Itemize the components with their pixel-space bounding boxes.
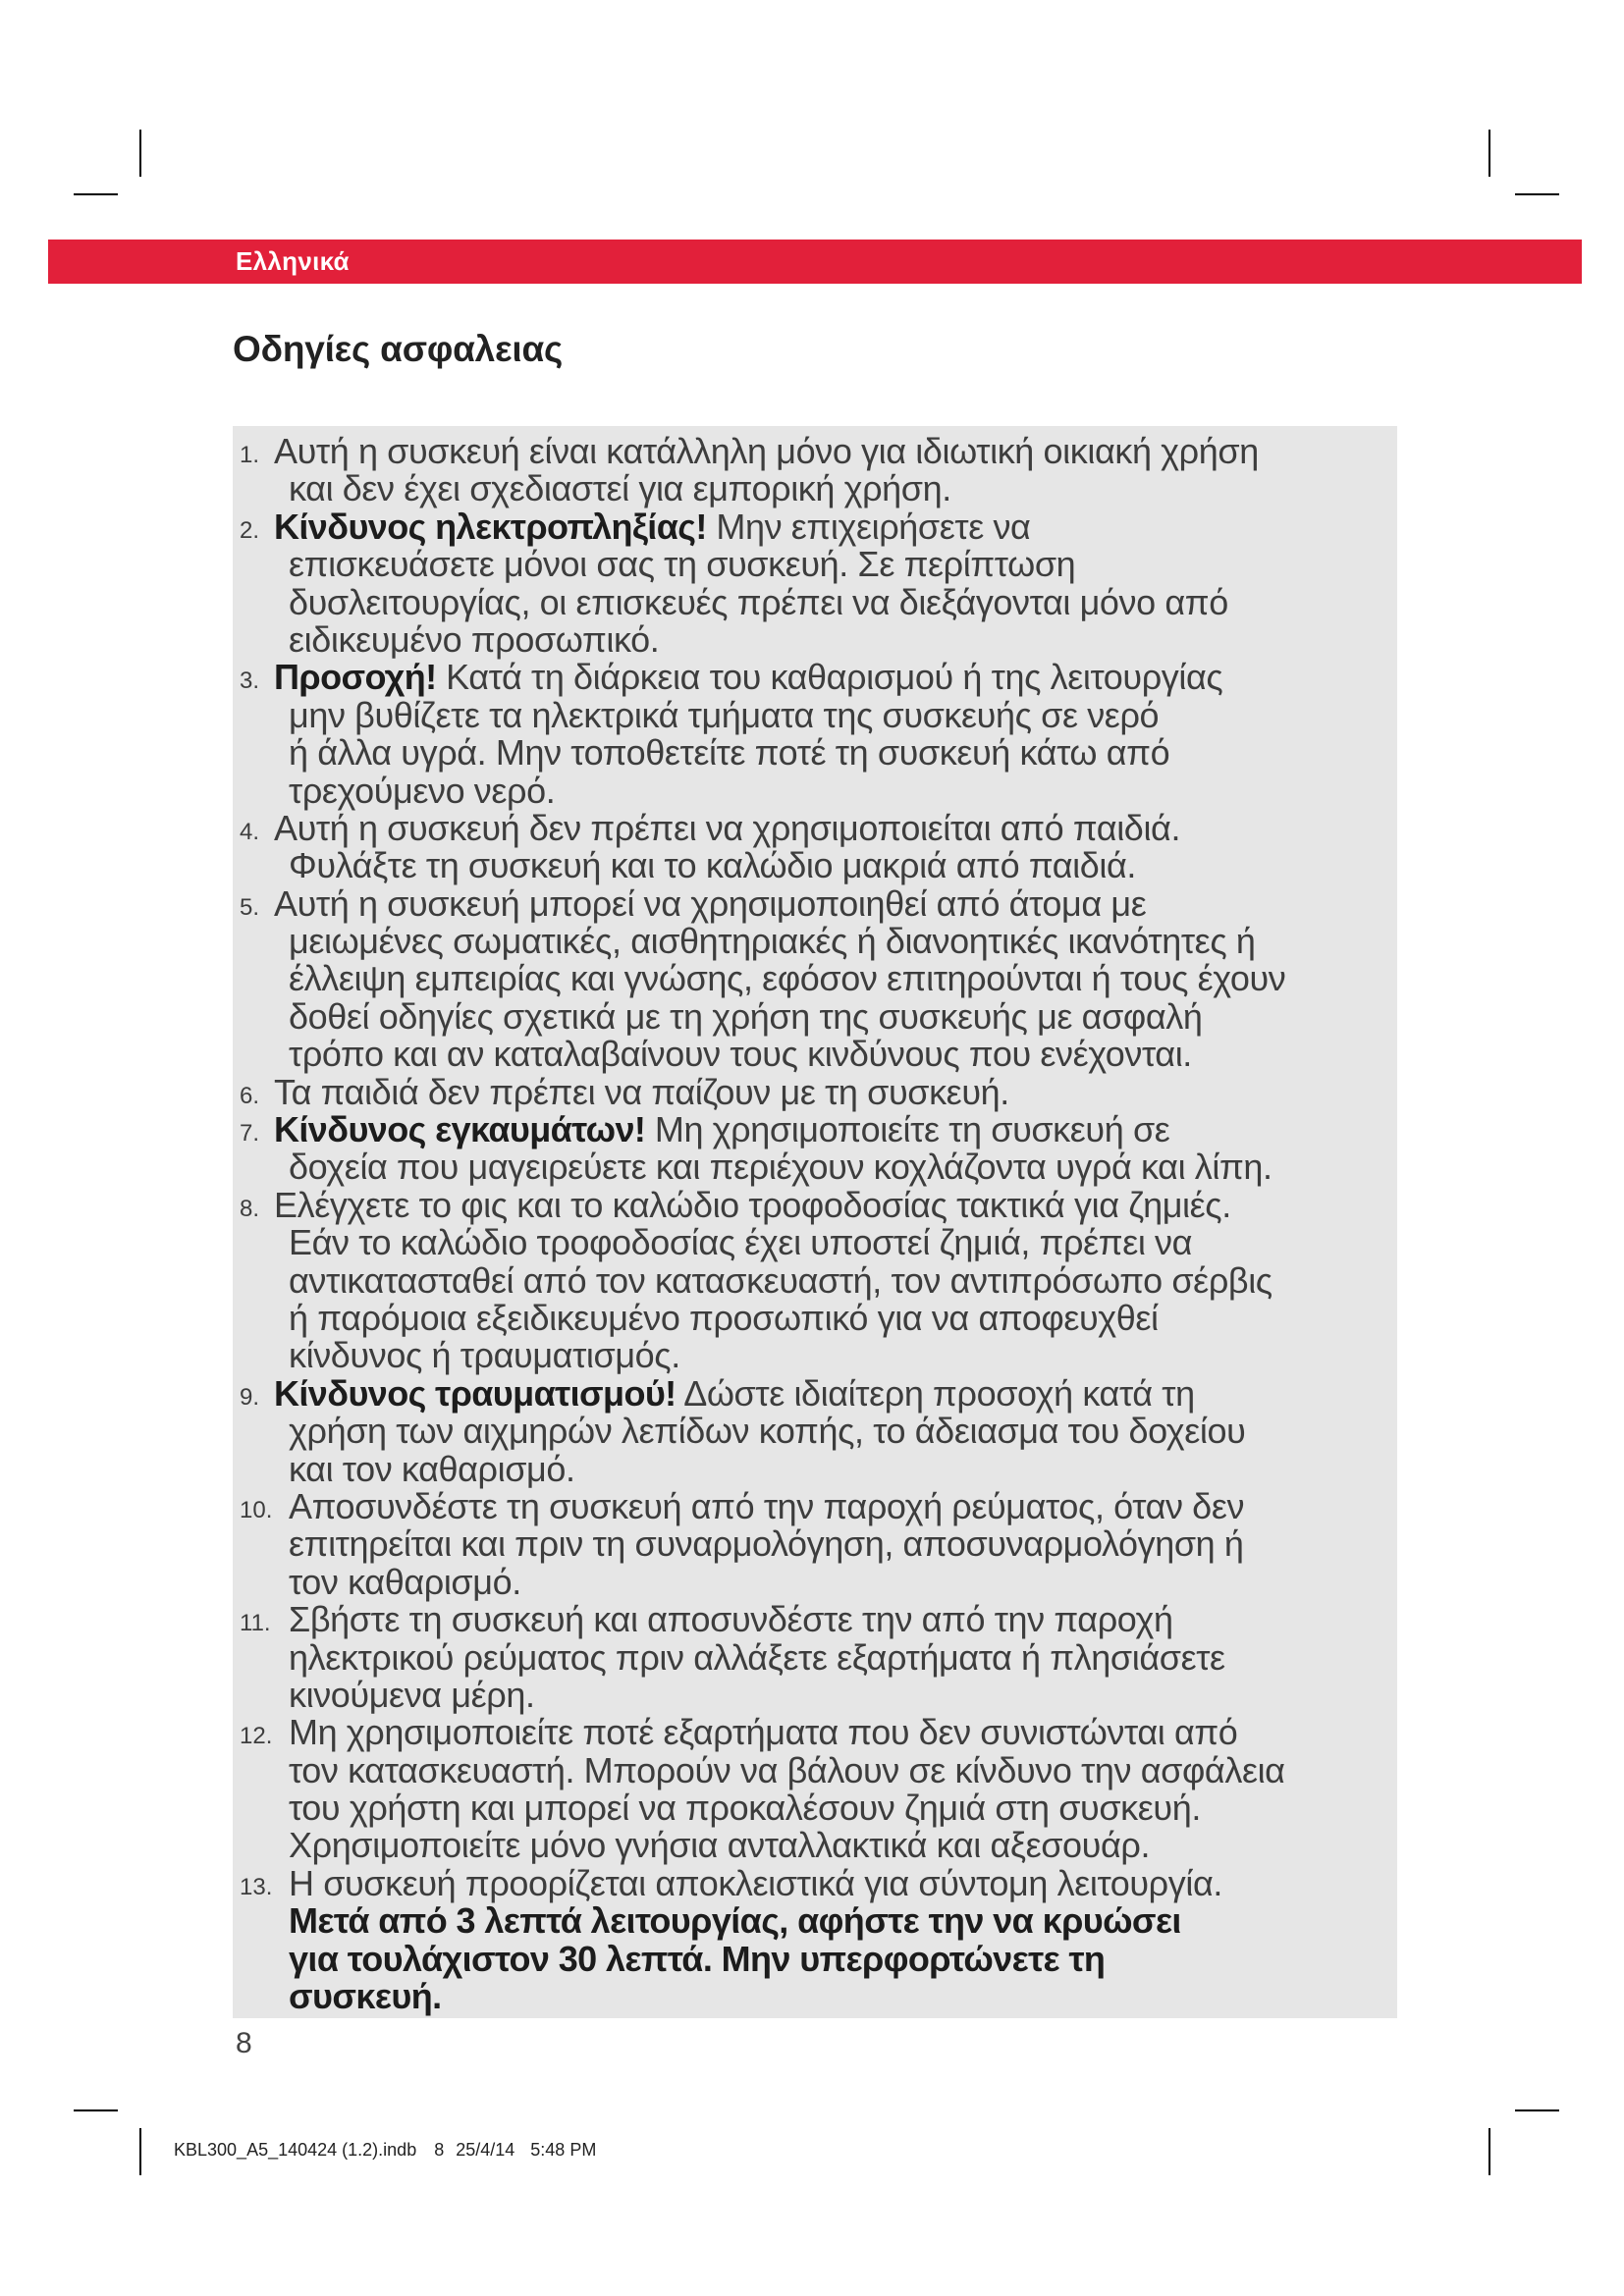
list-item	[233, 1111, 1397, 1187]
item-number: 9.	[240, 1383, 260, 1411]
list-line	[233, 1337, 1397, 1374]
list-item	[233, 433, 1397, 508]
line-text: Μη χρησιμοποιείτε τη συσκευή σε	[645, 1109, 1170, 1150]
list-line	[233, 1862, 1397, 1903]
line-text: Αυτή η συσκευή είναι κατάλληλη μόνο για ιδιωτική οικιακή χρήση	[274, 431, 1259, 471]
list-line	[233, 770, 1397, 811]
line-text: Σβήστε τη συσκευή και αποσυνδέστε την από την παροχή	[289, 1599, 1173, 1640]
crop-mark-top-left-vertical	[139, 130, 141, 177]
crop-mark-bottom-right-horizontal	[1515, 2109, 1559, 2111]
line-text: κίνδυνος ή τραυματισμός.	[289, 1335, 680, 1376]
line-text: επιτηρείται και πριν τη συναρμολόγηση, αποσυναρμολόγηση ή	[289, 1523, 1244, 1565]
slug-date: 25/4/14	[456, 2140, 515, 2160]
list-item	[233, 1372, 1397, 1489]
crop-mark-top-left-horizontal	[74, 193, 118, 195]
line-text: μην βυθίζετε τα ηλεκτρικά τμήματα της συσκευής σε νερό	[289, 694, 1160, 735]
bold-warning-text: Κίνδυνος εγκαυμάτων!	[274, 1109, 646, 1150]
line-text: Ελέγχετε το φις και το καλώδιο τροφοδοσίας τακτικά για ζημιές.	[274, 1184, 1231, 1225]
bold-warning-text: Κίνδυνος ηλεκτροπληξίας!	[274, 506, 707, 547]
list-line	[233, 847, 1397, 884]
line-text: δοχεία που μαγειρεύετε και περιέχουν κοχλάζοντα υγρά και λίπη.	[289, 1147, 1272, 1188]
line-text: Χρησιμοποιείτε μόνο γνήσια ανταλλακτικά και αξεσουάρ.	[289, 1825, 1151, 1866]
list-item	[233, 1862, 1397, 2017]
list-line	[233, 694, 1397, 735]
line-text: Μη χρησιμοποιείτε ποτέ εξαρτήματα που δεν συνιστώνται από	[289, 1712, 1238, 1753]
list-line	[233, 1525, 1397, 1563]
bold-warning-text: Προσοχή!	[274, 657, 437, 698]
list-item	[233, 508, 1397, 660]
line-text: μειωμένες σωματικές, αισθητηριακές ή διανοητικές ικανότητες ή	[289, 921, 1256, 962]
line-text: Αυτή η συσκευή δεν πρέπει να χρησιμοποιείται από παιδιά.	[274, 807, 1181, 848]
list-line	[233, 508, 1397, 546]
list-line	[233, 618, 1397, 660]
list-line	[233, 1297, 1397, 1338]
list-line	[233, 960, 1397, 997]
line-text: Αποσυνδέστε τη συσκευή από την παροχή ρεύματος, όταν δεν	[289, 1485, 1245, 1526]
line-text: ή άλλα υγρά. Μην τοποθετείτε ποτέ τη συσκευή κάτω από	[289, 732, 1170, 774]
item-number: 13.	[240, 1873, 273, 1900]
list-line	[233, 1448, 1397, 1489]
list-line	[233, 1674, 1397, 1715]
list-line	[233, 581, 1397, 622]
page-number: 8	[236, 2027, 252, 2059]
list-line	[233, 807, 1397, 848]
item-number: 3.	[240, 667, 260, 695]
line-text: Η συσκευή προορίζεται αποκλειστικά για σύντομη λειτουργία.	[289, 1862, 1222, 1903]
line-text: δοθεί οδηγίες σχετικά με τη χρήση της συσκευής με ασφαλή	[289, 995, 1203, 1037]
list-line	[233, 1413, 1397, 1450]
list-line	[233, 1259, 1397, 1301]
line-text: Μην επιχειρήσετε να	[706, 506, 1031, 547]
list-line	[233, 1714, 1397, 1751]
item-number: 8.	[240, 1195, 260, 1222]
list-line	[233, 1184, 1397, 1225]
line-text: τον κατασκευαστή. Μπορούν να βάλουν σε κίνδυνο την ασφάλεια	[289, 1749, 1285, 1790]
line-text: επισκευάσετε μόνοι σας τη συσκευή. Σε περίπτωση	[289, 544, 1076, 585]
line-text: δυσλειτουργίας, οι επισκευές πρέπει να διεξάγονται μόνο από	[289, 581, 1228, 622]
slug-page: 8	[434, 2140, 445, 2160]
language-label: Ελληνικά	[236, 246, 350, 276]
print-slug	[174, 2139, 596, 2161]
line-text: Αυτή η συσκευή μπορεί να χρησιμοποιηθεί από άτομα με	[274, 882, 1147, 924]
item-number: 5.	[240, 893, 260, 921]
crop-mark-bottom-left-horizontal	[74, 2109, 118, 2111]
list-item	[233, 1184, 1397, 1376]
crop-mark-top-right-horizontal	[1515, 193, 1559, 195]
page-title: Οδηγίες ασφαλειας	[233, 329, 564, 369]
list-line	[233, 1561, 1397, 1602]
list-item	[233, 807, 1397, 886]
line-text: χρήση των αιχμηρών λεπίδων κοπής, το άδειασμα του δοχείου	[289, 1411, 1246, 1452]
list-line	[233, 1789, 1397, 1827]
list-line	[233, 1902, 1397, 1940]
line-text: τρεχούμενο νερό.	[289, 770, 556, 811]
list-item	[233, 1714, 1397, 1865]
list-line	[233, 1636, 1397, 1678]
crop-mark-bottom-right-vertical	[1489, 2128, 1490, 2175]
line-text: ηλεκτρικού ρεύματος πριν αλλάξετε εξαρτήματα ή πλησιάσετε	[289, 1636, 1225, 1678]
list-line	[233, 995, 1397, 1037]
item-number: 12.	[240, 1723, 273, 1750]
list-line	[233, 923, 1397, 960]
list-line	[233, 1036, 1397, 1073]
line-text: ή παρόμοια εξειδικευμένο προσωπικό για να αποφευχθεί	[289, 1297, 1159, 1338]
item-number: 7.	[240, 1120, 260, 1148]
list-line	[233, 546, 1397, 583]
list-item	[233, 1601, 1397, 1714]
bold-warning-text: για τουλάχιστον 30 λεπτά. Μην υπερφορτώνετε τη	[289, 1938, 1106, 1979]
list-line	[233, 1485, 1397, 1526]
line-text: τρόπο και αν καταλαβαίνουν τους κινδύνους που ενέχονται.	[289, 1034, 1192, 1075]
list-item	[233, 1071, 1397, 1112]
line-text: κινούμενα μέρη.	[289, 1674, 535, 1715]
bold-warning-text: συσκευή.	[289, 1976, 442, 2017]
item-number: 2.	[240, 516, 260, 544]
item-number: 4.	[240, 818, 260, 845]
list-line	[233, 1224, 1397, 1261]
safety-instructions-panel	[233, 426, 1397, 2018]
language-bar	[48, 240, 1582, 284]
line-text: ειδικευμένο προσωπικό.	[289, 618, 660, 660]
item-number: 11.	[240, 1610, 271, 1637]
list-line	[233, 1372, 1397, 1414]
line-text: Εάν το καλώδιο τροφοδοσίας έχει υποστεί ζημιά, πρέπει να	[289, 1222, 1193, 1263]
list-line	[233, 1071, 1397, 1112]
crop-mark-top-right-vertical	[1489, 130, 1490, 177]
list-item	[233, 659, 1397, 810]
line-text: του χρήστη και μπορεί να προκαλέσουν ζημιά στη συσκευή.	[289, 1788, 1201, 1829]
item-number: 1.	[240, 442, 260, 468]
list-line	[233, 470, 1397, 507]
line-text: Τα παιδιά δεν πρέπει να παίζουν με τη συσκευή.	[274, 1071, 1009, 1112]
list-item	[233, 882, 1397, 1075]
list-line	[233, 734, 1397, 772]
line-text: Δώστε ιδιαίτερη προσοχή κατά τη	[676, 1372, 1195, 1414]
line-text: και τον καθαρισμό.	[289, 1448, 575, 1489]
item-number: 6.	[240, 1082, 260, 1109]
crop-mark-bottom-left-vertical	[139, 2128, 141, 2175]
list-line	[233, 433, 1397, 470]
list-line	[233, 1827, 1397, 1864]
line-text: Φυλάξτε τη συσκευή και το καλώδιο μακριά από παιδιά.	[289, 845, 1137, 886]
line-text: αντικατασταθεί από τον κατασκευαστή, τον αντιπρόσωπο σέρβις	[289, 1259, 1272, 1301]
line-text: Κατά τη διάρκεια του καθαρισμού ή της λειτουργίας	[436, 657, 1223, 698]
list-line	[233, 882, 1397, 924]
line-text: και δεν έχει σχεδιαστεί για εμπορική χρήση.	[289, 468, 951, 509]
list-line	[233, 1938, 1397, 1979]
list-line	[233, 659, 1397, 696]
list-line	[233, 1749, 1397, 1790]
line-text: τον καθαρισμό.	[289, 1561, 521, 1602]
list-line	[233, 1978, 1397, 2015]
list-line	[233, 1148, 1397, 1186]
bold-warning-text: Κίνδυνος τραυματισμού!	[274, 1372, 677, 1414]
list-line	[233, 1111, 1397, 1148]
slug-time: 5:48 PM	[530, 2140, 597, 2160]
item-number: 10.	[240, 1496, 273, 1523]
line-text: έλλειψη εμπειρίας και γνώσης, εφόσον επιτηρούνται ή τους έχουν	[289, 958, 1286, 999]
list-line	[233, 1601, 1397, 1638]
slug-file-name: KBL300_A5_140424 (1.2).indb	[174, 2140, 417, 2160]
list-item	[233, 1485, 1397, 1602]
bold-warning-text: Μετά από 3 λεπτά λειτουργίας, αφήστε την να κρυώσει	[289, 1900, 1181, 1942]
